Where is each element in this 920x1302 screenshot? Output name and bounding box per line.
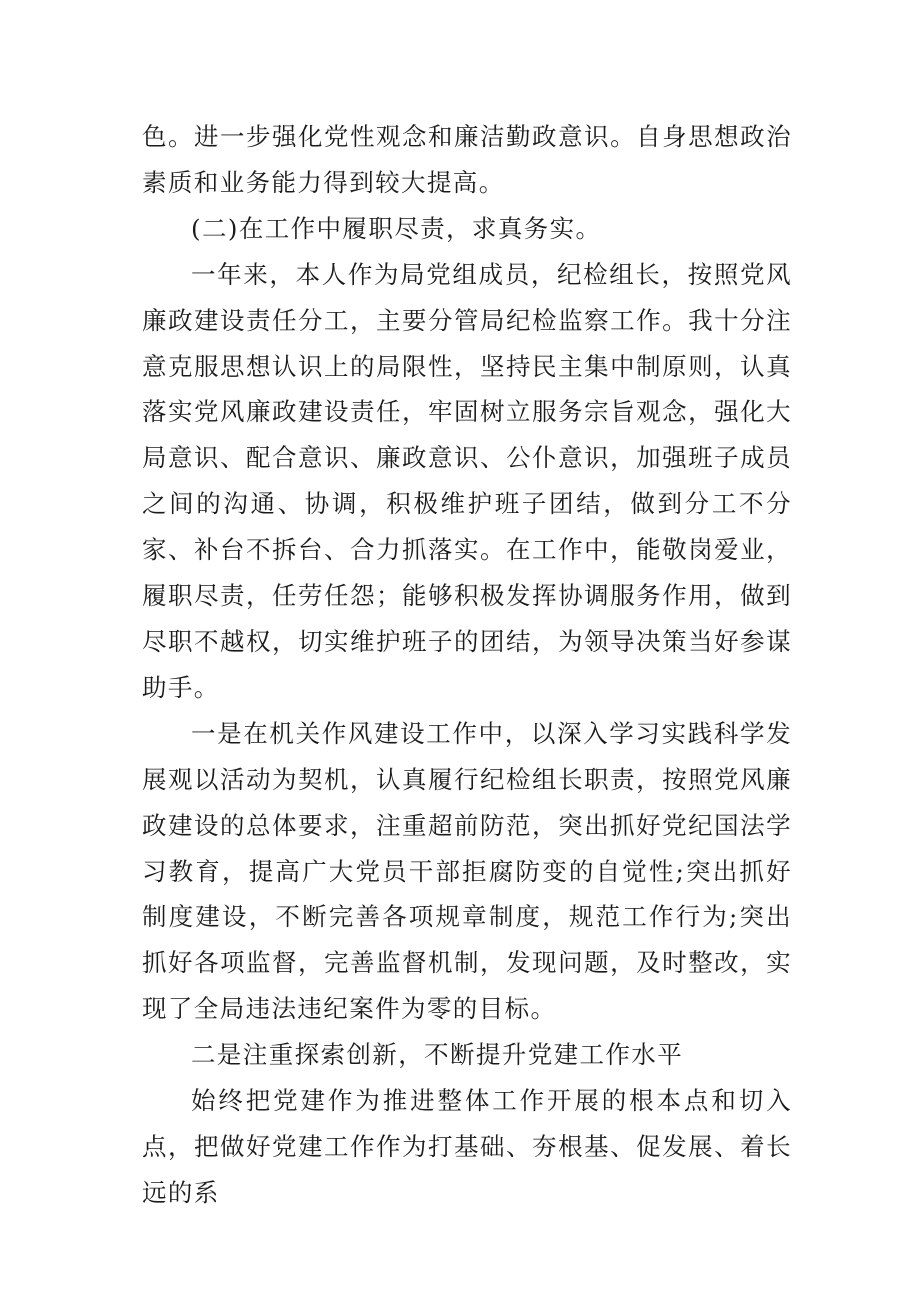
section-heading-2: (二)在工作中履职尽责，求真务实。 <box>191 213 602 243</box>
paragraph-party-building: 始终把党建作为推进整体工作开展的根本点和切入点，把做好党建工作作为打基础、夯根基、促发展、着长远的系 <box>142 1086 792 1207</box>
paragraph-point-two-heading: 二是注重探索创新，不断提升党建工作水平 <box>191 1040 684 1070</box>
paragraph-duty: 一年来，本人作为局党组成员，纪检组长，按照党风廉政建设责任分工，主要分管局纪检监察工作。我十分注意克服思想认识上的局限性，坚持民主集中制原则，认真落实党风廉政建设责任，牢固树立服务宗旨观念，强化大局意识、配合意识、廉政意识、公仆意识，加强班子成员之间的沟通、协调，积极维护班子团结，做到分工不分家、补台不拆台、合力抓落实。在工作中，能敬岗爱业，履职尽责，任劳任怨；能够积极发挥协调服务作用，做到尽职不越权，切实维护班子的团结，为领导决策当好参谋助手。 <box>142 259 792 702</box>
paragraph-point-one: 一是在机关作风建设工作中，以深入学习实践科学发展观以活动为契机，认真履行纪检组长职责，按照党风廉政建设的总体要求，注重超前防范，突出抓好党纪国法学习教育，提高广大党员干部拒腐防变的自觉性;突出抓好制度建设，不断完善各项规章制度，规范工作行为;突出抓好各项监督，完善监督机制，发现问题，及时整改，实现了全局违法违纪案件为零的目标。 <box>142 718 792 1024</box>
paragraph-continuation: 色。进一步强化党性观念和廉洁勤政意识。自身思想政治素质和业务能力得到较大提高。 <box>142 122 792 197</box>
document-body <box>142 114 792 1216</box>
